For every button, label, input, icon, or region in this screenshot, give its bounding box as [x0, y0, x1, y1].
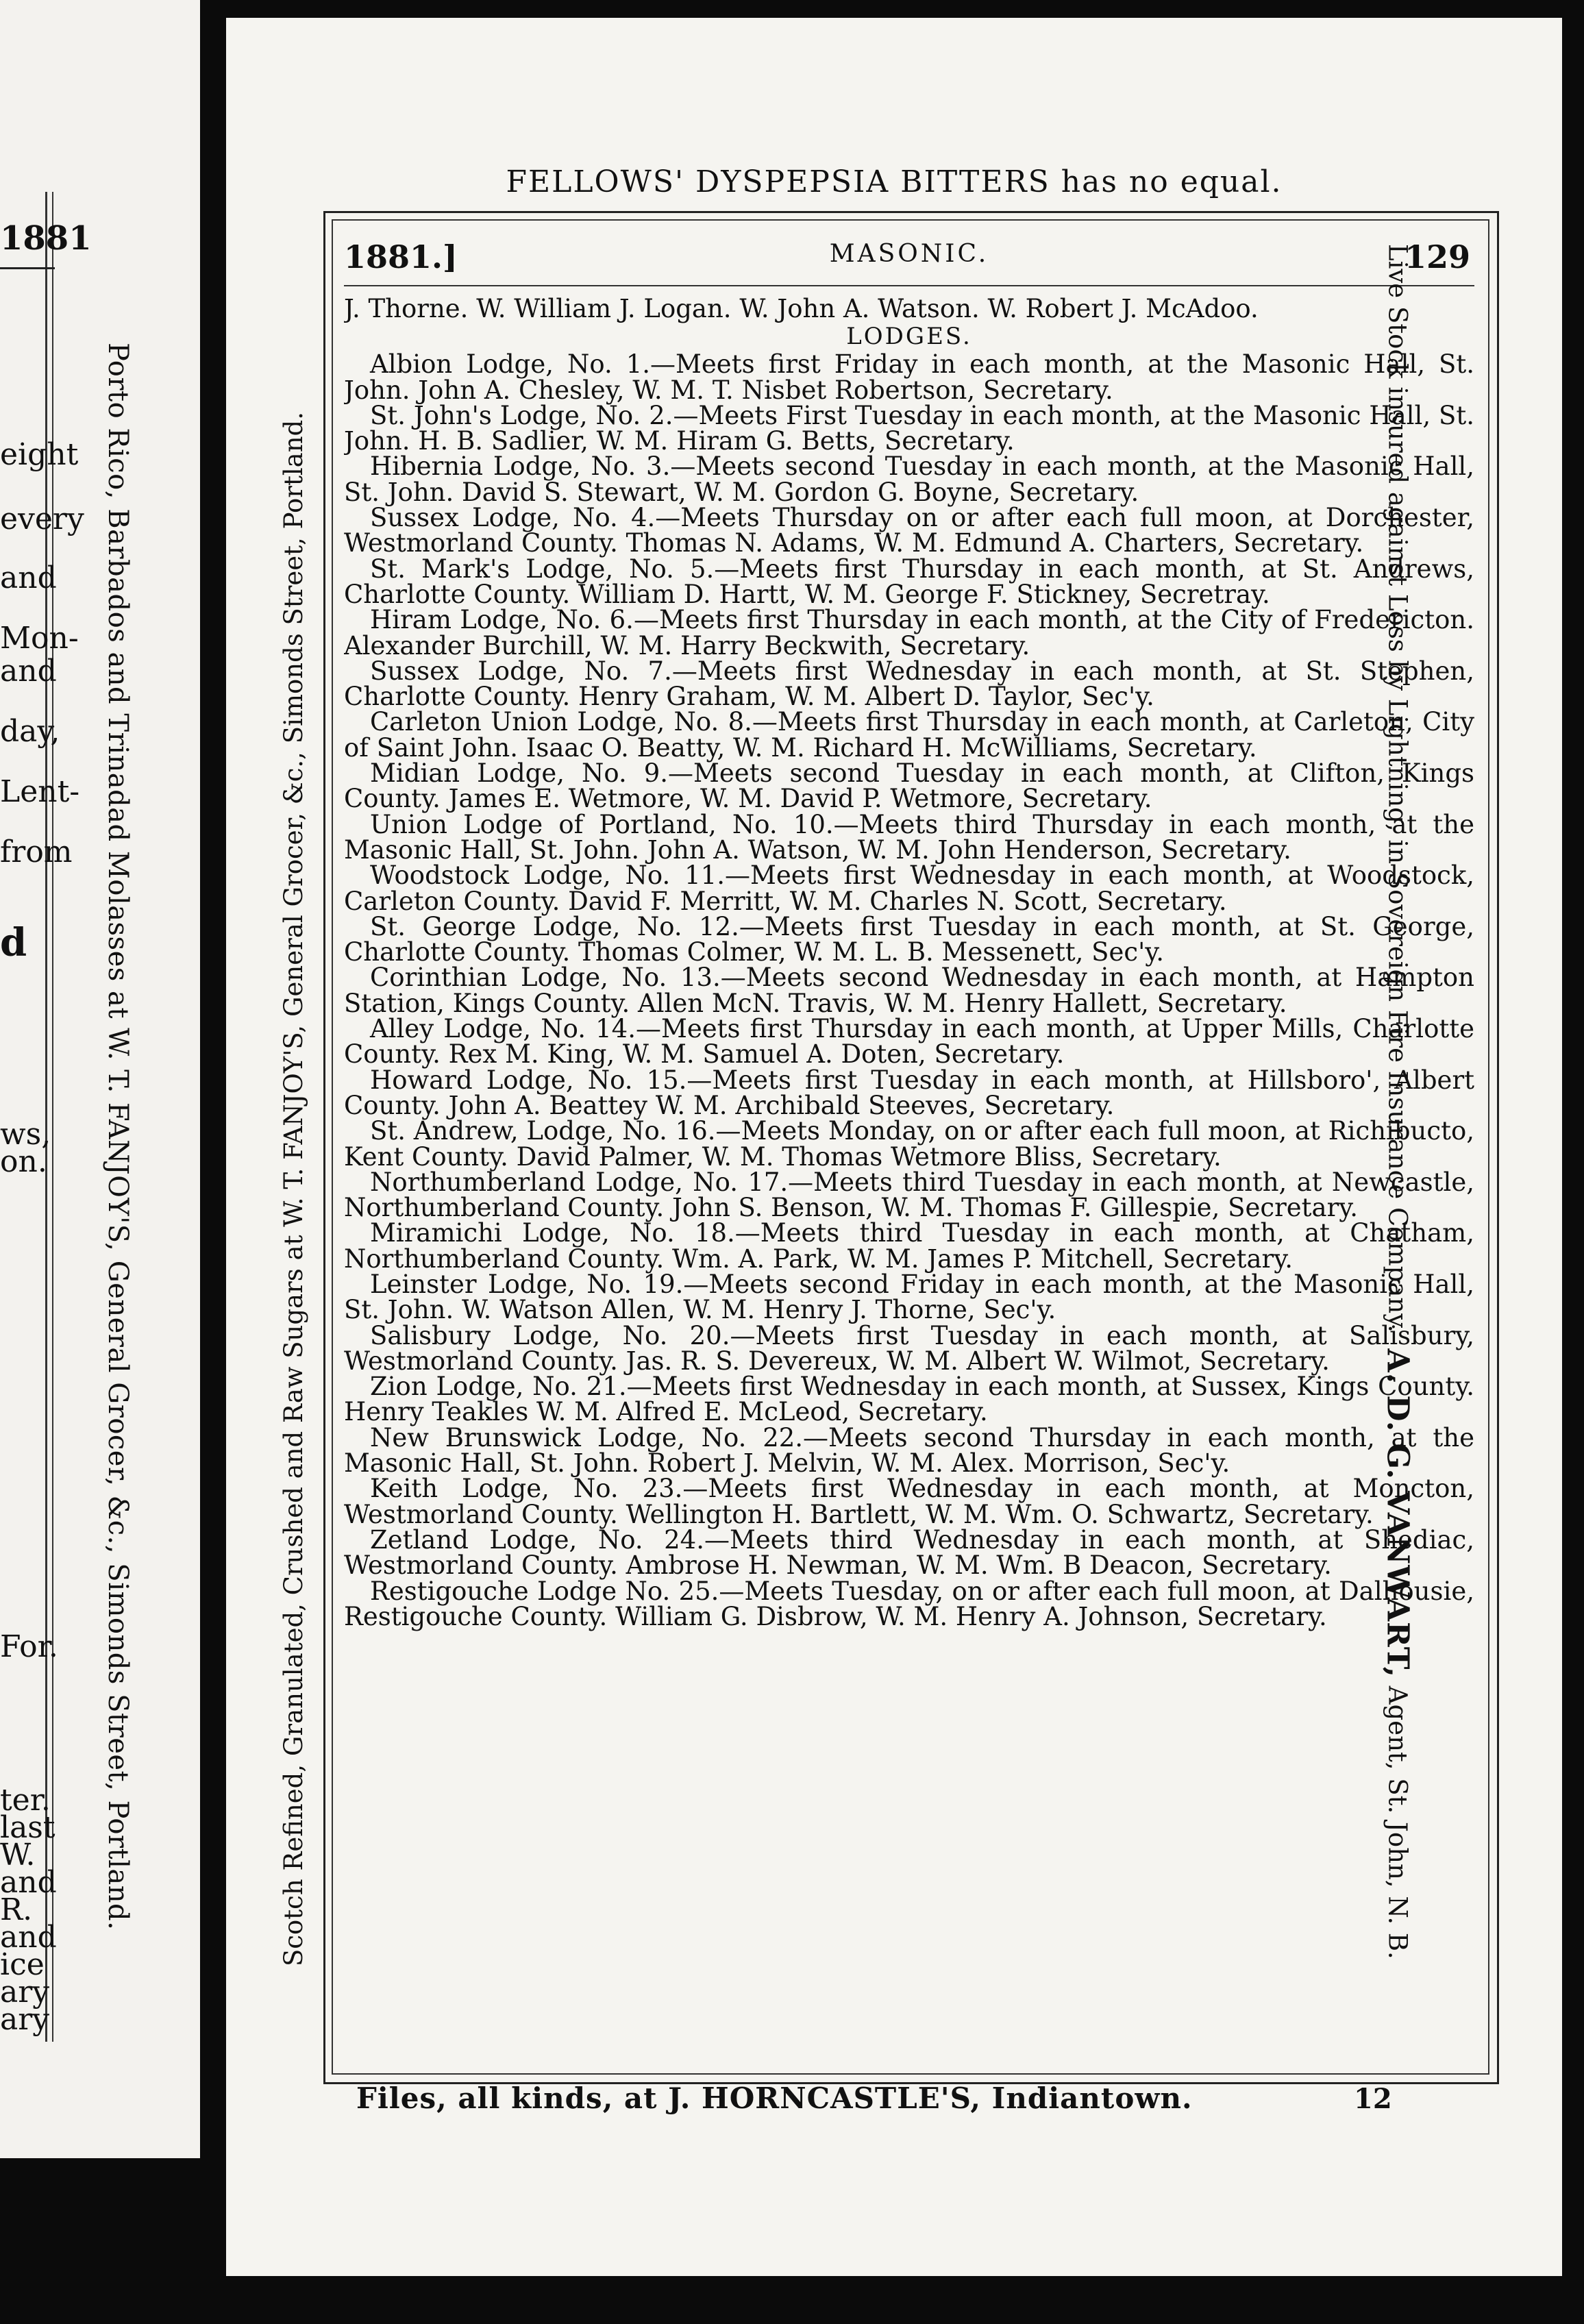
- lodge-entry: Corinthian Lodge, No. 13.—Meets second Wednesday in each month, at Hampton Station, Kings County. Allen McN. Travis, W. M. Henry Hallett, Secretary.: [344, 963, 1474, 1018]
- lodge-entry: Midian Lodge, No. 9.—Meets second Tuesday in each month, at Clifton, Kings County. James E. Wetmore, W. M. David P. Wetmore, Secretary.: [344, 758, 1474, 814]
- lodge-entry: St. John's Lodge, No. 2.—Meets First Tuesday in each month, at the Masonic Hall, St. John. H. B. Sadlier, W. M. Hiram G. Betts, Secretary.: [344, 400, 1474, 456]
- left-fragment: Lent-: [0, 774, 80, 809]
- vertical-right-ad-lead: Live Stock insured against Loss by Lightning, in Sovereign Fire Insurance Company.: [1383, 244, 1413, 1333]
- lodge-entry: Northumberland Lodge, No. 17.—Meets third Tuesday in each month, at Newcastle, Northumberland County. John S. Benson, W. M. Thomas F. Gillespie, Secretary.: [344, 1167, 1474, 1223]
- left-fragment: ws,: [0, 1117, 51, 1152]
- lodge-entry: Albion Lodge, No. 1.—Meets first Friday in each month, at the Masonic Hall, St. John. John A. Chesley, W. M. T. Nisbet Robertson, Secretary.: [344, 349, 1474, 405]
- lodge-entry: Sussex Lodge, No. 7.—Meets first Wednesday in each month, at St. Stephen, Charlotte County. Henry Graham, W. M. Albert D. Taylor, Sec'y.: [344, 656, 1474, 712]
- left-fragment: For.: [0, 1629, 58, 1664]
- vertical-left-advertisement: [274, 299, 312, 2080]
- lodge-entry: Miramichi Lodge, No. 18.—Meets third Tuesday in each month, at Chatham, Northumberland County. Wm. A. Park, W. M. James P. Mitchell, Secretary.: [344, 1218, 1474, 1274]
- left-fragment: last: [0, 1810, 55, 1845]
- footer-advertisement: Files, all kinds, at J. HORNCASTLE'S, Indiantown.: [356, 2081, 1193, 2115]
- lodge-entry: St. Andrew, Lodge, No. 16.—Meets Monday, on or after each full moon, at Richibucto, Kent County. David Palmer, W. M. Thomas Wetmore Bliss, Secretary.: [344, 1116, 1474, 1172]
- lodge-list: [344, 351, 1474, 1629]
- lodge-entry: Howard Lodge, No. 15.—Meets first Tuesday in each month, at Hillsboro', Albert County. John A. Beattey W. M. Archibald Steeves, Secretary.: [344, 1065, 1474, 1120]
- lodge-entry: Zion Lodge, No. 21.—Meets first Wednesday in each month, at Sussex, Kings County. Henry Teakles W. M. Alfred E. McLeod, Secretary.: [344, 1372, 1474, 1427]
- lodge-entry: Zetland Lodge, No. 24.—Meets third Wednesday in each month, at Shediac, Westmorland County. Ambrose H. Newman, W. M. Wm. B Deacon, Secretary.: [344, 1524, 1474, 1581]
- running-head: [344, 232, 1474, 281]
- left-fragment: day,: [0, 714, 60, 749]
- left-page-vertical-ad-text: Porto Rico, Barbados and Trinadad Molasses at W. T. FANJOY'S, General Grocer, &c., Simonds Street, Portland.: [102, 343, 134, 1931]
- header-advertisement: FELLOWS' DYSPEPSIA BITTERS has no equal.: [506, 164, 1283, 199]
- vertical-right-ad-text: [1381, 244, 1415, 1960]
- lodge-entry: Salisbury Lodge, No. 20.—Meets first Tuesday in each month, at Salisbury, Westmorland County. Jas. R. S. Devereux, W. M. Albert W. Wilmot, Secretary.: [344, 1320, 1474, 1376]
- lodge-entry: New Brunswick Lodge, No. 22.—Meets second Thursday in each month, at the Masonic Hall, St. John. Robert J. Melvin, W. M. Alex. Morrison, Sec'y.: [344, 1422, 1474, 1479]
- left-fragment: Mon-: [0, 621, 79, 656]
- lodge-entry: Leinster Lodge, No. 19.—Meets second Friday in each month, at the Masonic Hall, St. John. W. Watson Allen, W. M. Henry J. Thorne, Sec'y.: [344, 1269, 1474, 1325]
- page-content: [344, 232, 1474, 2068]
- section-title: LODGES.: [846, 323, 972, 351]
- lodge-entry: Woodstock Lodge, No. 11.—Meets first Wednesday in each month, at Woodstock, Carleton County. David F. Merritt, W. M. Charles N. Scott, Secretary.: [344, 861, 1474, 916]
- left-adjoining-page: [0, 0, 200, 2158]
- left-fragment: ary: [0, 1975, 50, 2010]
- left-fragment: ter.: [0, 1783, 51, 1818]
- left-fragment: on.: [0, 1144, 47, 1179]
- vertical-right-ad-tail: Agent, St. John, N. B.: [1383, 1685, 1413, 1960]
- lodge-entry: Carleton Union Lodge, No. 8.—Meets first Thursday in each month, at Carleton, City of Saint John. Isaac O. Beatty, W. M. Richard H. McWilliams, Secretary.: [344, 707, 1474, 763]
- main-page: [226, 18, 1562, 2276]
- lodge-entry: Keith Lodge, No. 23.—Meets first Wednesday in each month, at Moncton, Westmorland County. Wellington H. Bartlett, W. M. Wm. O. Schwartz, Secretary.: [344, 1474, 1474, 1529]
- left-fragment: R.: [0, 1892, 33, 1927]
- left-fragment: and: [0, 560, 57, 595]
- lodge-entry: St. Mark's Lodge, No. 5.—Meets first Thursday in each month, at St. Andrews, Charlotte County. William D. Hartt, W. M. George F. Stickney, Secretray.: [344, 554, 1474, 609]
- page-number: 129: [1404, 238, 1470, 275]
- left-fragment: d: [0, 920, 27, 965]
- intro-paragraph: J. Thorne. W. William J. Logan. W. John A. Watson. W. Robert J. McAdoo.: [344, 294, 1259, 323]
- left-page-year: 1881: [0, 219, 92, 258]
- signature-mark: 12: [1354, 2083, 1392, 2115]
- left-fragment: eight: [0, 437, 79, 472]
- left-fragment: W.: [0, 1838, 36, 1872]
- lodge-entry: Restigouche Lodge No. 25.—Meets Tuesday, on or after each full moon, at Dalhousie, Restigouche County. William G. Disbrow, W. M. Henry A. Johnson, Secretary.: [344, 1576, 1474, 1631]
- lodge-entry: Sussex Lodge, No. 4.—Meets Thursday on or after each full moon, at Dorchester, Westmorland County. Thomas N. Adams, W. M. Edmund A. Charters, Secretary.: [344, 503, 1474, 558]
- left-fragment: ary: [0, 2002, 50, 2037]
- left-fragment: and: [0, 1865, 57, 1900]
- running-head-title: MASONIC.: [829, 240, 989, 268]
- running-head-rule: [344, 285, 1474, 286]
- left-fragment: ice: [0, 1947, 45, 1982]
- left-page-vertical-ad: [102, 343, 134, 1931]
- vertical-right-advertisement: [1377, 244, 1418, 2066]
- lodge-entry: Union Lodge of Portland, No. 10.—Meets third Thursday in each month, at the Masonic Hall, St. John. John A. Watson, W. M. John Henderson, Secretary.: [344, 809, 1474, 865]
- lodge-entry: St. George Lodge, No. 12.—Meets first Tuesday in each month, at St. George, Charlotte County. Thomas Colmer, W. M. L. B. Messenett, Sec'y.: [344, 911, 1474, 967]
- left-fragment: from: [0, 835, 73, 869]
- lodge-entry: Hiram Lodge, No. 6.—Meets first Thursday in each month, at the City of Fredericton. Alexander Burchill, W. M. Harry Beckwith, Secretary.: [344, 605, 1474, 660]
- left-fragment: and: [0, 1920, 57, 1955]
- lodge-entry: Alley Lodge, No. 14.—Meets first Thursday in each month, at Upper Mills, Charlotte County. Rex M. King, W. M. Samuel A. Doten, Secretary.: [344, 1014, 1474, 1070]
- left-fragment: and: [0, 654, 57, 689]
- left-page-rule: [0, 267, 55, 269]
- running-head-year: 1881.]: [344, 238, 458, 275]
- vertical-left-ad-text: Scotch Refined, Granulated, Crushed and Raw Sugars at W. T. FANJOY'S, General Grocer, &c., Simonds Street, Portland.: [278, 412, 308, 1967]
- left-fragment: every: [0, 502, 84, 536]
- vertical-right-ad-name: A. D. G. VANWART,: [1380, 1348, 1415, 1678]
- lodge-entry: Hibernia Lodge, No. 3.—Meets second Tuesday in each month, at the Masonic Hall, St. John. David S. Stewart, W. M. Gordon G. Boyne, Secretary.: [344, 452, 1474, 507]
